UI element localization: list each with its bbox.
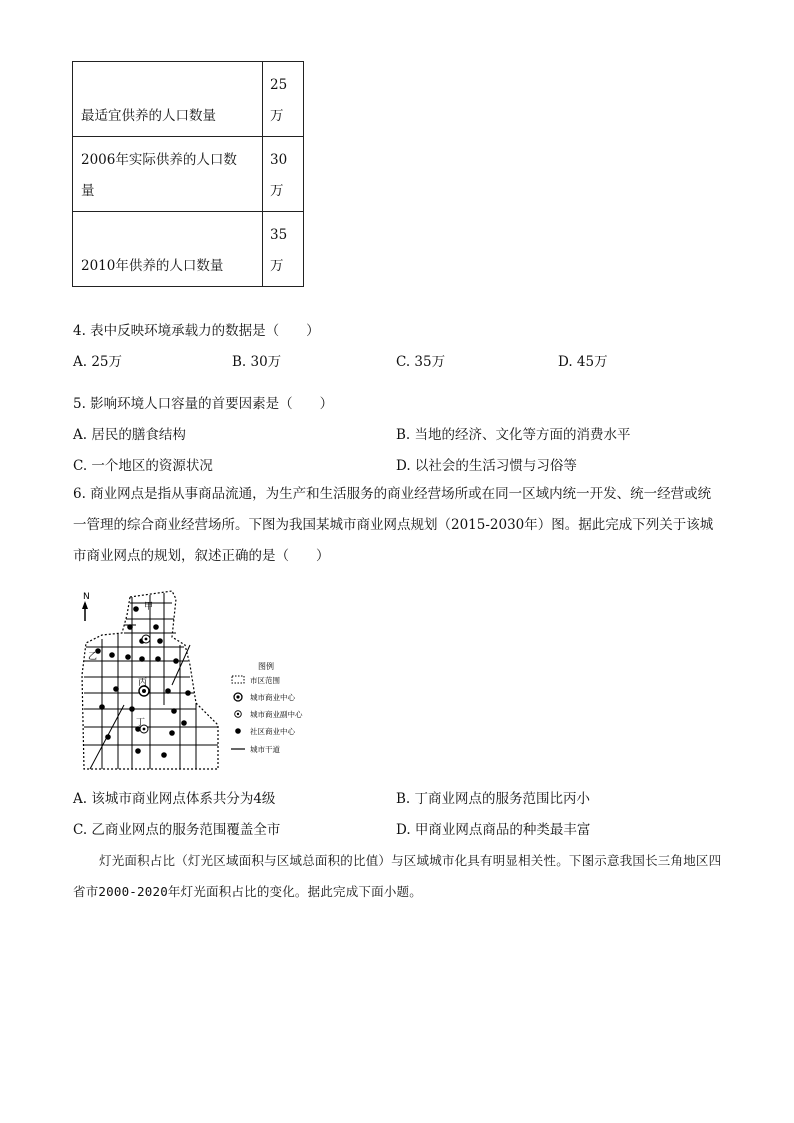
community-center-dot xyxy=(139,656,145,662)
option-d[interactable]: D. 甲商业网点商品的种类最丰富 xyxy=(396,822,591,838)
community-center-dot xyxy=(109,652,115,658)
option-a[interactable]: A. 居民的膳食结构 xyxy=(73,427,186,443)
option-d[interactable]: D. 以社会的生活习惯与习俗等 xyxy=(396,458,577,474)
community-center-dot xyxy=(157,638,163,644)
community-center-dot xyxy=(173,658,179,664)
option-d[interactable]: D. 45万 xyxy=(558,354,608,370)
option-c[interactable]: C. 乙商业网点的服务范围覆盖全市 xyxy=(73,822,281,838)
table-cell-value: 35万 xyxy=(263,212,304,287)
place-label-yi: 乙 xyxy=(88,652,98,662)
table-cell-label: 2006年实际供养的人口数量 xyxy=(73,137,263,212)
option-a[interactable]: A. 25万 xyxy=(73,354,123,370)
place-label-bing: 丙 xyxy=(138,678,148,688)
option-c[interactable]: C. 35万 xyxy=(396,354,446,370)
map-legend xyxy=(231,661,303,754)
city-commercial-subcenter xyxy=(142,635,150,643)
legend-item: 城市干道 xyxy=(250,745,280,754)
legend-item: 市区范围 xyxy=(250,676,280,685)
question-5-stem: 5. 影响环境人口容量的首要因素是（ ） xyxy=(73,396,334,412)
legend-title: 图例 xyxy=(258,662,274,671)
community-center-dot xyxy=(105,734,111,740)
population-table xyxy=(72,61,304,287)
community-center-dot xyxy=(133,606,139,612)
trunk-roads xyxy=(84,593,218,769)
north-arrow xyxy=(82,592,90,621)
commercial-network-map xyxy=(72,585,322,775)
community-center-dot xyxy=(127,624,133,630)
community-center-dot xyxy=(125,654,131,660)
table-row xyxy=(73,212,304,287)
question-4-stem: 4. 表中反映环境承载力的数据是（ ） xyxy=(73,323,320,339)
option-b[interactable]: B. 30万 xyxy=(232,354,282,370)
table-cell-label: 最适宜供养的人口数量 xyxy=(73,62,263,137)
community-center-dot xyxy=(169,730,175,736)
community-center-dot xyxy=(171,708,177,714)
community-center-dot xyxy=(153,624,159,630)
legend-dashed-box-icon xyxy=(232,676,244,683)
table-row xyxy=(73,62,304,137)
table-row xyxy=(73,137,304,212)
community-center-dot xyxy=(181,720,187,726)
community-center-dot xyxy=(161,752,167,758)
legend-item: 城市商业副中心 xyxy=(250,710,303,719)
community-center-dot xyxy=(129,706,135,712)
table-cell-value: 30万 xyxy=(263,137,304,212)
option-b[interactable]: B. 当地的经济、文化等方面的消费水平 xyxy=(396,427,631,443)
legend-community-dot-icon xyxy=(235,728,241,734)
community-center-dot xyxy=(99,704,105,710)
community-center-dot xyxy=(165,688,171,694)
place-label-ding: 丁 xyxy=(136,718,146,728)
community-center-dot xyxy=(185,690,191,696)
north-label: N xyxy=(83,592,90,602)
community-center-dot xyxy=(155,656,161,662)
legend-item: 城市商业中心 xyxy=(250,693,295,702)
place-label-jia: 甲 xyxy=(144,602,154,612)
option-b[interactable]: B. 丁商业网点的服务范围比丙小 xyxy=(396,791,591,807)
community-center-dot xyxy=(135,748,141,754)
community-center-dot xyxy=(113,686,119,692)
intro-paragraph: 灯光面积占比（灯光区域面积与区域总面积的比值）与区域城市化具有明显相关性。下图示意我国长三角地区四省市2000-2020年灯光面积占比的变化。据此完成下面小题。 xyxy=(73,853,722,899)
table-cell-value: 25万 xyxy=(263,62,304,137)
question-6-stem: 6. 商业网点是指从事商品流通，为生产和生活服务的商业经营场所或在同一区域内统一开发、统一经营或统一管理的综合商业经营场所。下图为我国某城市商业网点规划（2015-2030年）图。据此完成下列关于该城市商业网点的规划，叙述正确的是（ ） xyxy=(73,486,714,564)
option-c[interactable]: C. 一个地区的资源状况 xyxy=(73,458,213,474)
option-a[interactable]: A. 该城市商业网点体系共分为4级 xyxy=(73,791,276,807)
legend-item: 社区商业中心 xyxy=(250,727,295,736)
table-cell-label: 2010年供养的人口数量 xyxy=(73,212,263,287)
